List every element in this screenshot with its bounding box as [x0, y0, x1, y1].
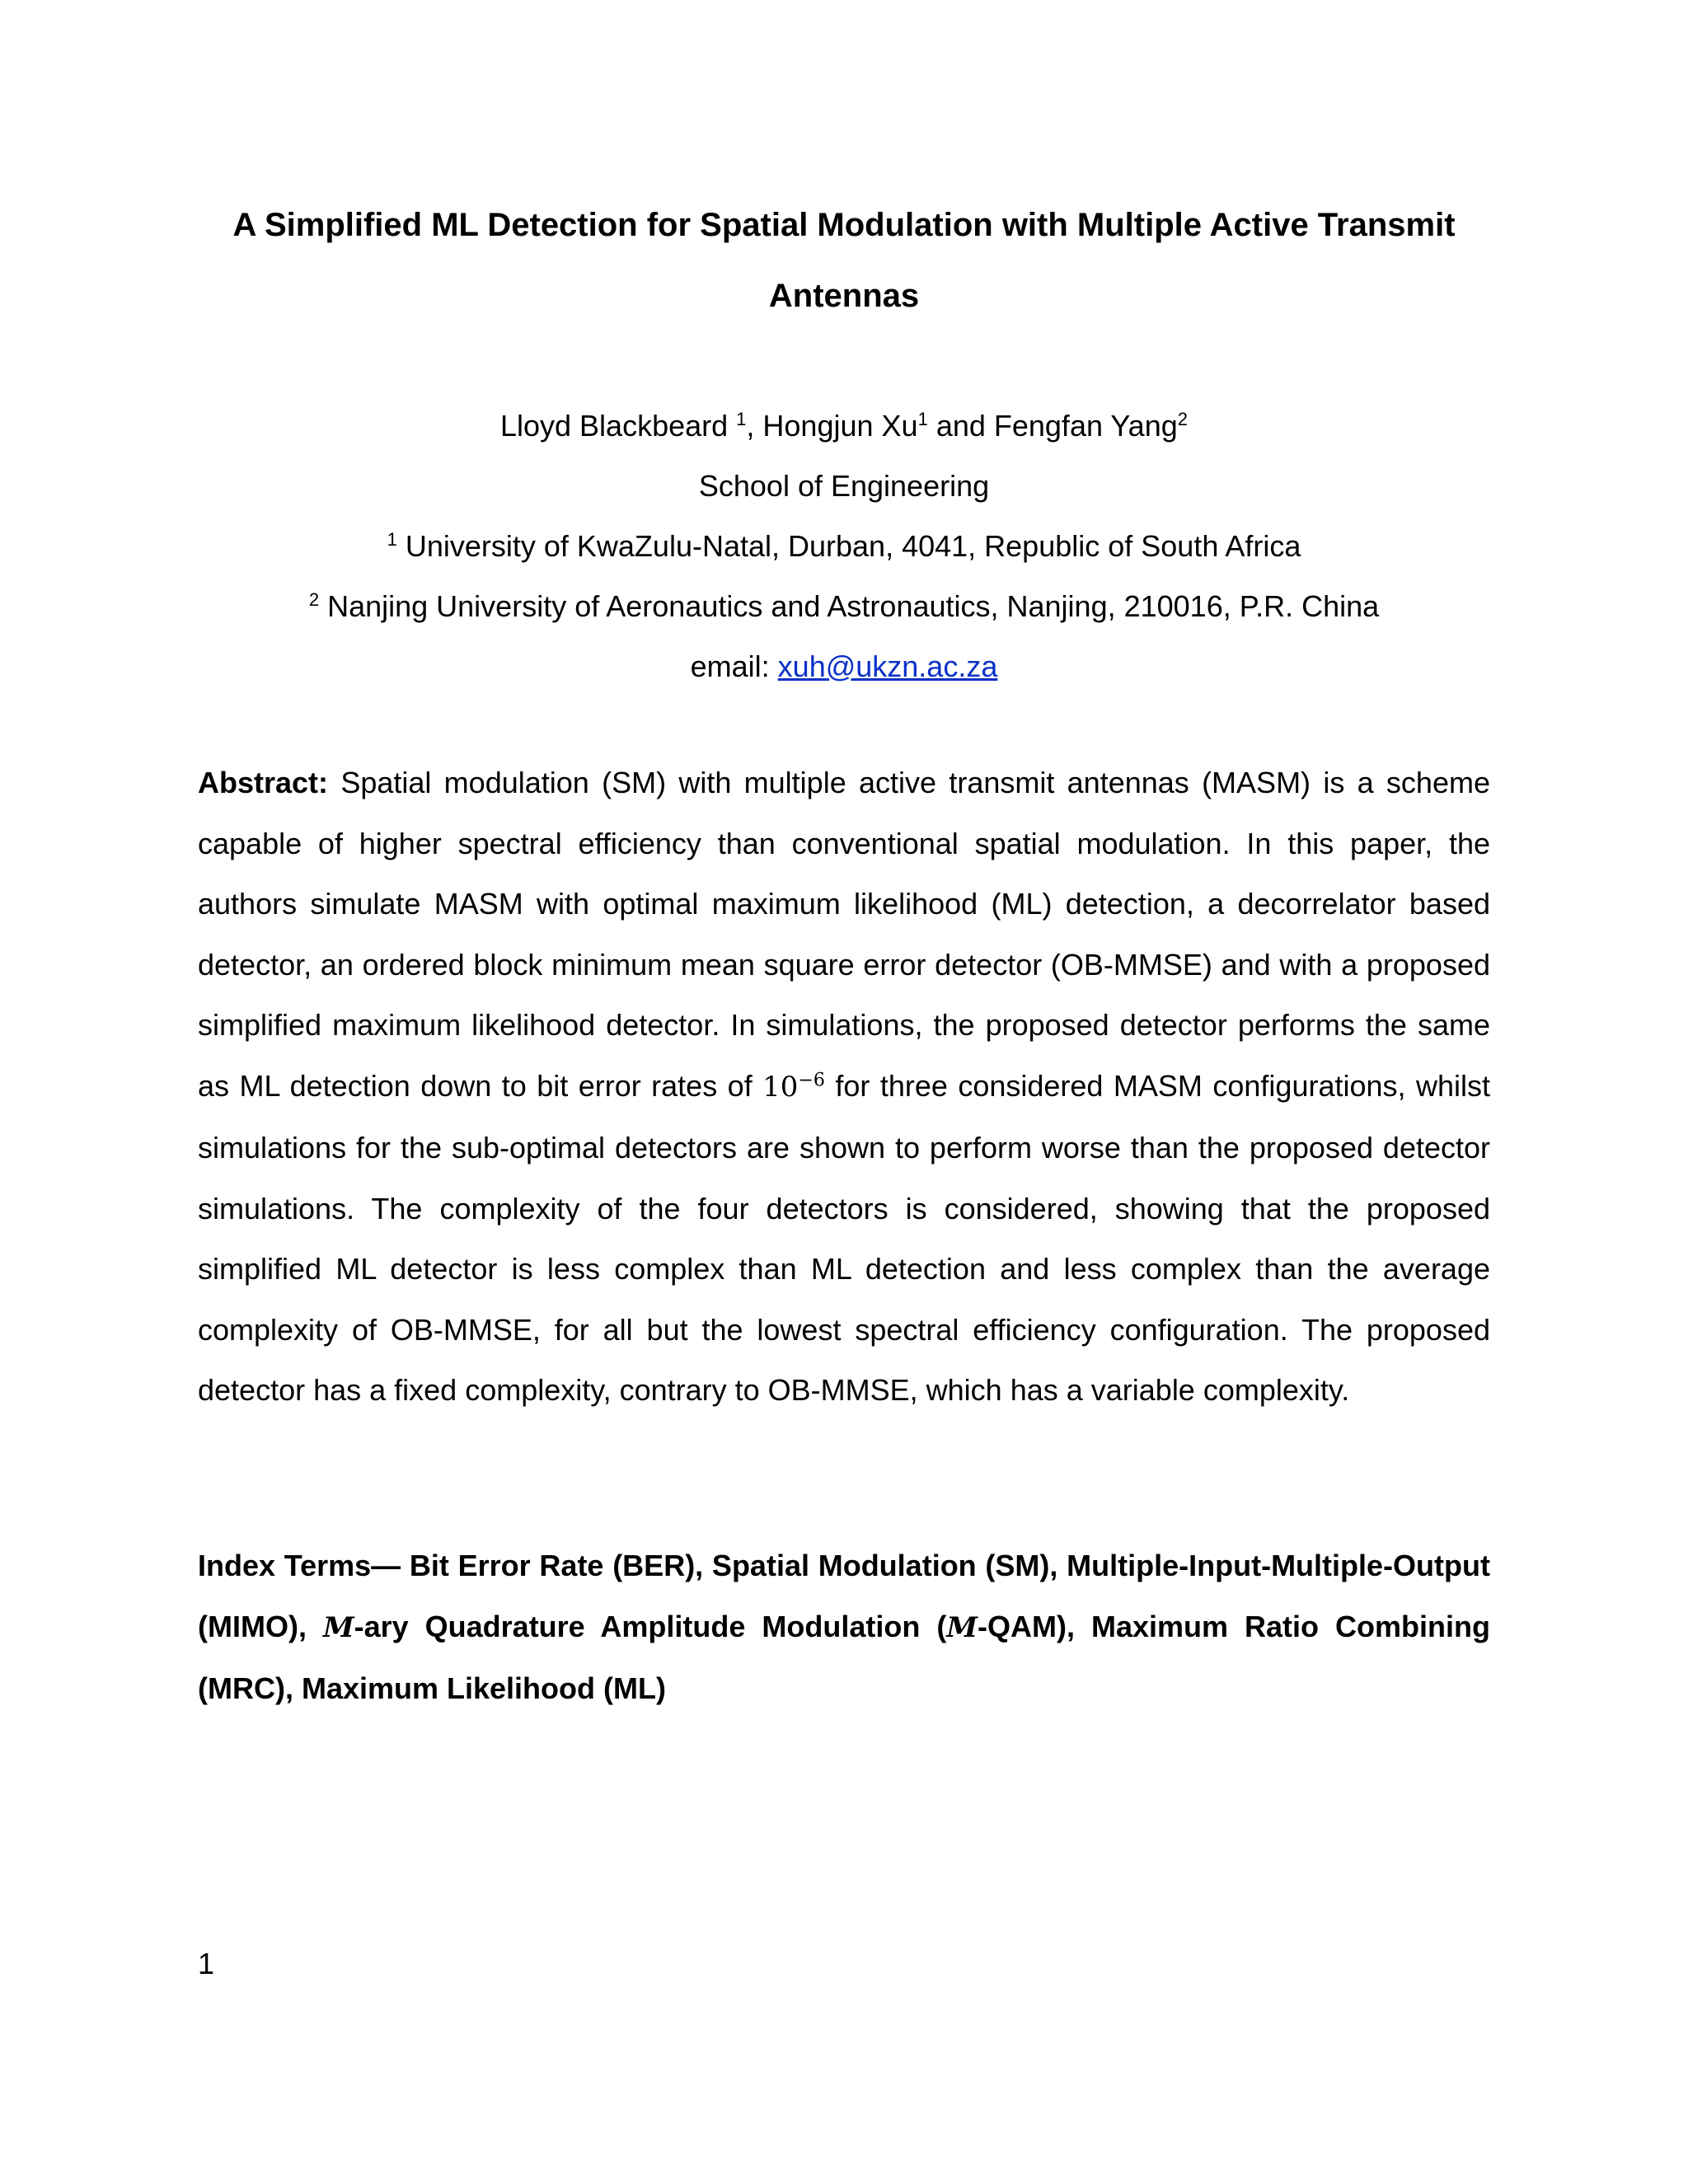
abstract — [198, 752, 1490, 1421]
abstract-label: Abstract: — [198, 766, 329, 799]
index-terms — [198, 1535, 1490, 1719]
email-link[interactable]: xuh@ukzn.ac.za — [777, 649, 998, 683]
author-name: , Hongjun Xu — [746, 409, 918, 443]
affiliation-mark: 1 — [387, 529, 397, 550]
email-label: email: — [690, 649, 778, 683]
index-terms-text: -QAM), Maximum Ratio Combining (MRC), Maximum Likelihood (ML) — [198, 1609, 1490, 1705]
math-symbol-m: M — [322, 1610, 354, 1644]
index-terms-text: Index Terms— Bit Error Rate (BER), Spatial Modulation (SM), Multiple-Input-Multiple-Output (MIMO), — [198, 1549, 1490, 1643]
author-block — [198, 396, 1490, 696]
author-line — [198, 396, 1490, 456]
affiliation-mark: 2 — [308, 589, 320, 610]
affiliation-text: Nanjing University of Aeronautics and Astronautics, Nanjing, 210016, P.R. China — [319, 589, 1380, 623]
author-affiliation-mark: 1 — [917, 409, 928, 429]
math-ber-value — [762, 1071, 825, 1104]
abstract-text: for three considered MASM configurations, whilst simulations for the sub-optimal detectors are shown to perform worse than the proposed detector simulations. The complexity of the four detectors is considered, showing that the proposed simplified ML detector is less complex than ML detection and less complex than the average complexity of OB-MMSE, for all but the lowest spectral efficiency configuration. The proposed detector has a fixed complexity, contrary to OB-MMSE, which has a variable complexity. — [198, 1068, 1491, 1407]
email-line — [198, 636, 1490, 696]
index-terms-text: -ary Quadrature Amplitude Modulation ( — [354, 1609, 947, 1643]
page-number: 1 — [198, 1947, 215, 1980]
affiliation-text: University of KwaZulu-Natal, Durban, 4041, Republic of South Africa — [396, 529, 1301, 563]
paper-title: A Simplified ML Detection for Spatial Modulation with Multiple Active Transmit Antennas — [232, 207, 1456, 314]
author-name: and Fengfan Yang — [927, 409, 1178, 443]
math-base: 10 — [762, 1070, 799, 1104]
author-affiliation-mark: 1 — [736, 409, 747, 429]
school-line: School of Engineering — [698, 469, 990, 503]
math-exponent: −6 — [798, 1070, 825, 1091]
author-affiliation-mark: 2 — [1177, 409, 1188, 429]
abstract-text: Spatial modulation (SM) with multiple active transmit antennas (MASM) is a scheme capable of higher spectral efficiency than conventional spatial modulation. In this paper, the authors simulate MASM with optimal maximum likelihood (ML) detection, a decorrelator based detector, an ordered block minimum mean square error detector (OB-MMSE) and with a proposed simplified maximum likelihood detector. In simulations, the proposed detector performs the same as ML detection down to bit error rates of — [198, 766, 1490, 1103]
math-symbol-m: M — [946, 1610, 978, 1644]
author-name: Lloyd Blackbeard — [499, 409, 737, 443]
affiliation-line-2 — [198, 576, 1490, 636]
affiliation-line-1 — [198, 516, 1490, 576]
